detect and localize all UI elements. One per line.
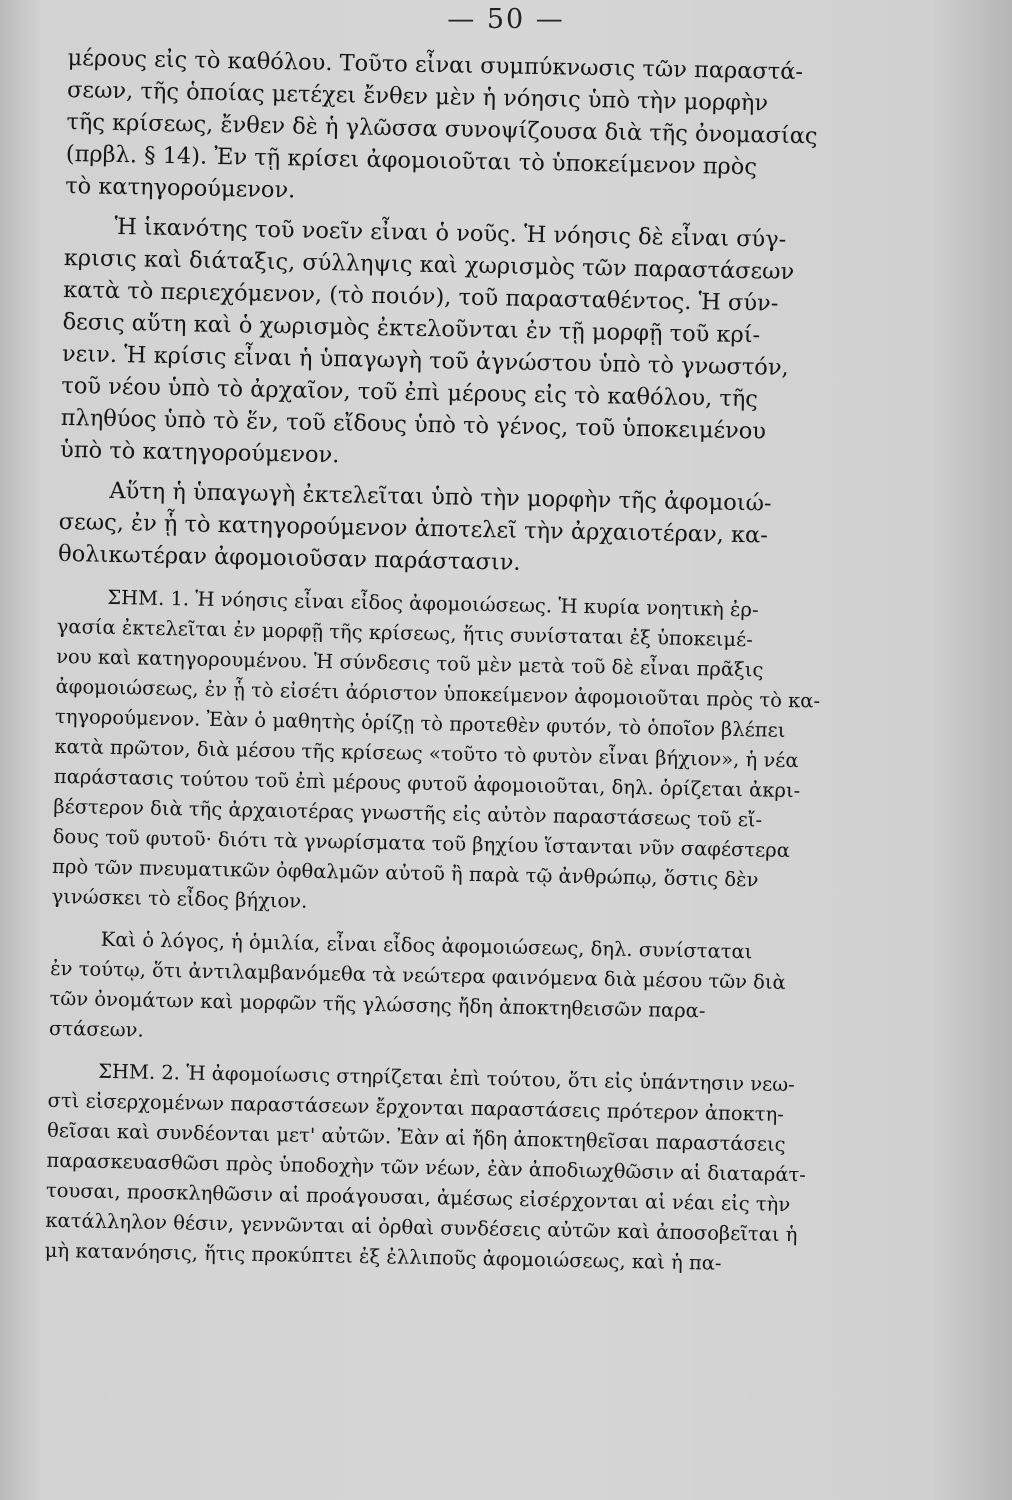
- text-line: Αὕτη ἡ ὑπαγωγὴ ἐκτελεῖται ὑπὸ τὴν μορφὴν τῆς ἀφομοιώ-: [109, 477, 772, 517]
- text-line: βέστερον διὰ τῆς ἀρχαιοτέρας γνωστῆς εἰς αὐτὸν παραστάσεως τοῦ εἴ-: [53, 794, 763, 832]
- text-line: παράστασις τούτου τοῦ ἐπὶ μέρους φυτοῦ ἀφομοιοῦται, δηλ. ὁρίζεται ἀκρι-: [53, 764, 801, 803]
- text-line: κατάλληλον θέσιν, γεννῶνται αἱ ὀρθαὶ συνδέσεις αὐτῶν καὶ ἀποσοβεῖται ἡ: [45, 1208, 798, 1247]
- text-line: τουσαι, προσκληθῶσιν αἱ προάγουσαι, ἀμέσως εἰσέρχονται αἱ νέαι εἰς τὴν: [45, 1178, 791, 1217]
- text-line: τηγορούμενον. Ἐὰν ὁ μαθητὴς ὁρίζῃ τὸ προτεθὲν φυτόν, τὸ ὁποῖον βλέπει: [54, 704, 786, 742]
- text-line: δεσις αὕτη καὶ ὁ χωρισμὸς ἐκτελοῦνται ἐν τῇ μορφῇ τοῦ κρί-: [62, 308, 761, 349]
- page-number: — 50 —: [447, 4, 565, 35]
- text-line: νου καὶ κατηγορουμένου. Ἡ σύνδεσις τοῦ μὲν μετὰ τοῦ δὲ εἶναι πρᾶξις: [55, 644, 764, 682]
- text-line: τοῦ νέου ὑπὸ τὸ ἀρχαῖον, τοῦ ἐπὶ μέρους εἰς τὸ καθόλου, τῆς: [61, 372, 759, 413]
- text-line: Ἡ ἱκανότης τοῦ νοεῖν εἶναι ὁ νοῦς. Ἡ νόησις δὲ εἶναι σύγ-: [114, 213, 787, 253]
- text-line: μὴ κατανόησις, ἥτις προκύπτει ἐξ ἐλλιποῦς ἀφομοιώσεως, καὶ ἡ πα-: [44, 1238, 722, 1275]
- paragraph-2: [60, 210, 855, 481]
- text-line: πρὸ τῶν πνευματικῶν ὀφθαλμῶν αὐτοῦ ἢ παρὰ τῷ ἀνθρώπῳ, ὅστις δὲν: [51, 854, 759, 892]
- text-line: γινώσκει τὸ εἶδος βήχιον.: [51, 884, 308, 913]
- text-line: τῶν ὀνομάτων καὶ μορφῶν τῆς γλώσσης ἤδη ἀποκτηθεισῶν παρα-: [49, 986, 706, 1023]
- text-line: (πρβλ. § 14). Ἐν τῇ κρίσει ἀφομοιοῦται τὸ ὑποκείμενον πρὸς: [65, 140, 758, 181]
- text-line: θολικωτέραν ἀφομοιοῦσαν παράστασιν.: [57, 540, 521, 576]
- note-1: [51, 582, 847, 927]
- paragraph-3: [58, 474, 850, 585]
- text-line: κατὰ τὸ περιεχόμενον, (τὸ ποιόν), τοῦ παρασταθέντος. Ἡ σύν-: [62, 276, 779, 317]
- text-line: ἀφομοιώσεως, ἐν ᾗ τὸ εἰσέτι ἀόριστον ὑποκείμενον ἀφομοιοῦται πρὸς τὸ κα-: [55, 674, 821, 713]
- text-line: δους τοῦ φυτοῦ· διότι τὰ γνωρίσματα τοῦ βηχίου ἵστανται νῦν σαφέστερα: [52, 824, 791, 863]
- page-body: [45, 42, 858, 1281]
- text-line: μέρους εἰς τὸ καθόλου. Τοῦτο εἶναι συμπύκνωσις τῶν παραστά-: [67, 44, 804, 86]
- text-line: τῆς κρίσεως, ἔνθεν δὲ ἡ γλῶσσα συνοψίζουσα διὰ τῆς ὀνομασίας: [66, 108, 818, 150]
- text-line: ὑπὸ τὸ κατηγορούμενον.: [59, 436, 340, 469]
- text-line: παρασκευασθῶσι πρὸς ὑποδοχὴν τῶν νέων, ἐὰν ἀποδιωχθῶσιν αἱ διαταράτ-: [46, 1148, 807, 1187]
- text-line: πληθύος ὑπὸ τὸ ἕν, τοῦ εἴδους ὑπὸ τὸ γένος, τοῦ ὑποκειμένου: [60, 404, 767, 445]
- text-line: στάσεων.: [48, 1016, 144, 1042]
- text-line: σεων, τῆς ὁποίας μετέχει ἔνθεν μὲν ἡ νόησις ὑπὸ τὴν μορφὴν: [66, 76, 769, 117]
- text-line: τὸ κατηγορούμενον.: [64, 172, 296, 204]
- text-line: θεῖσαι καὶ συνδέονται μετ' αὐτῶν. Ἐὰν αἱ ἤδη ἀποκτηθεῖσαι παραστάσεις: [46, 1118, 786, 1156]
- text-line: κατὰ πρῶτον, διὰ μέσου τῆς κρίσεως «τοῦτο τὸ φυτὸν εἶναι βήχιον», ἡ νέα: [54, 734, 799, 773]
- text-line: Καὶ ὁ λόγος, ἡ ὁμιλία, εἶναι εἶδος ἀφομοιώσεως, δηλ. συνίσταται: [100, 927, 753, 964]
- text-line: ἐν τούτῳ, ὅτι ἀντιλαμβανόμεθα τὰ νεώτερα φαινόμενα διὰ μέσου τῶν διὰ: [49, 956, 786, 994]
- text-line: ΣΗΜ. 2. Ἡ ἀφομοίωσις στηρίζεται ἐπὶ τούτου, ὅτι εἰς ὑπάντησιν νεω-: [98, 1059, 795, 1097]
- text-line: ΣΗΜ. 1. Ἡ νόησις εἶναι εἶδος ἀφομοιώσεως. Ἡ κυρία νοητικὴ ἐρ-: [107, 585, 759, 622]
- text-line: γασία ἐκτελεῖται ἐν μορφῇ τῆς κρίσεως, ἥτις συνίσταται ἐξ ὑποκειμέ-: [56, 614, 754, 652]
- note-1-continued: [49, 924, 841, 1059]
- paragraph-1: [65, 42, 858, 217]
- note-2: [45, 1056, 839, 1281]
- text-line: νειν. Ἡ κρίσις εἶναι ἡ ὑπαγωγὴ τοῦ ἀγνώστου ὑπὸ τὸ γνωστόν,: [61, 340, 789, 381]
- text-line: κρισις καὶ διάταξις, σύλληψις καὶ χωρισμὸς τῶν παραστάσεων: [63, 244, 795, 285]
- text-line: σεως, ἐν ᾗ τὸ κατηγορούμενον ἀποτελεῖ τὴν ἀρχαιοτέραν, κα-: [58, 508, 769, 549]
- text-line: στὶ εἰσερχομένων παραστάσεων ἔρχονται παραστάσεις πρότερον ἀποκτη-: [47, 1088, 785, 1126]
